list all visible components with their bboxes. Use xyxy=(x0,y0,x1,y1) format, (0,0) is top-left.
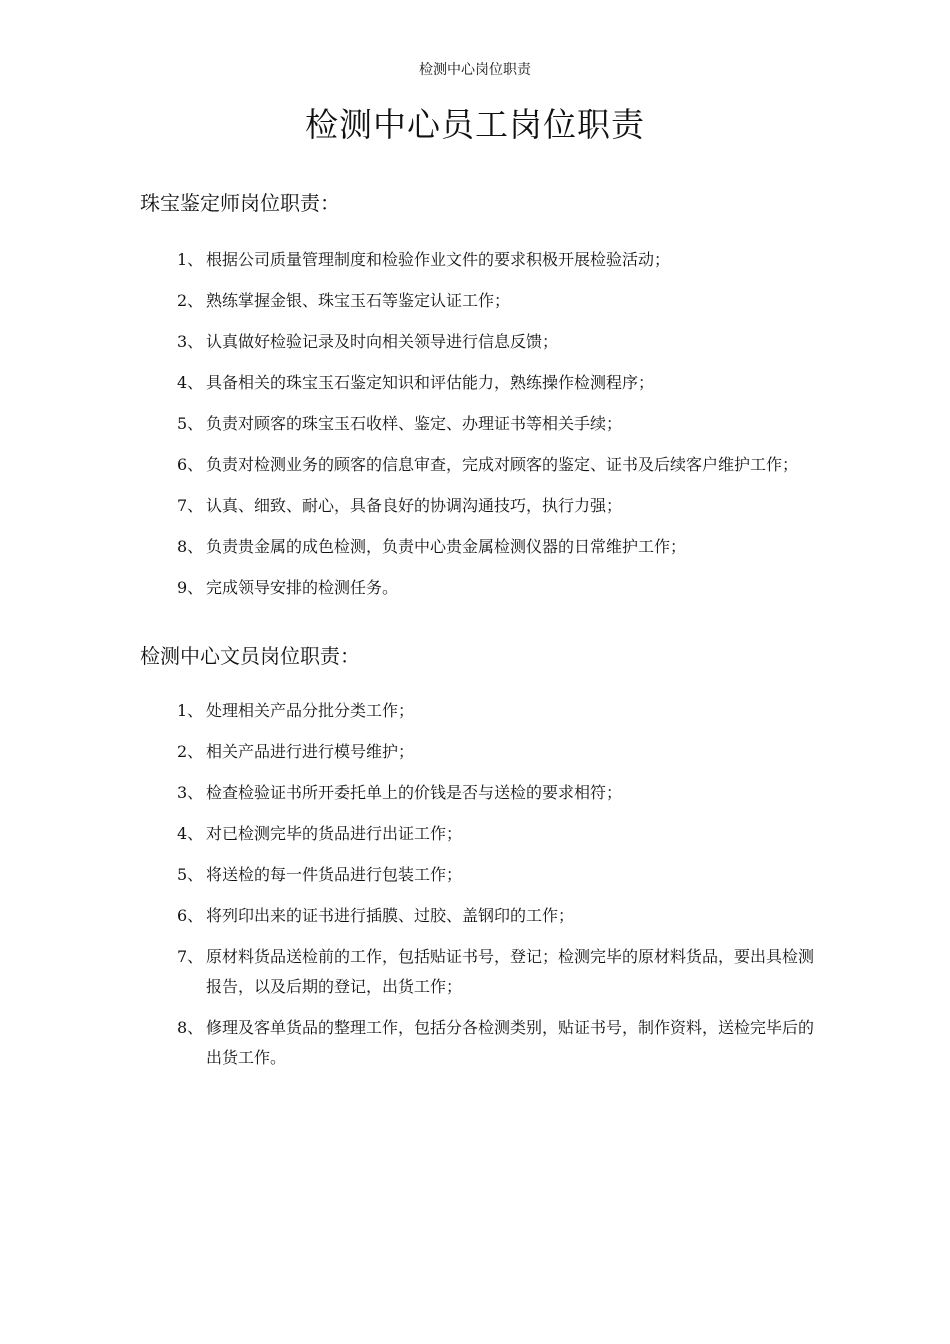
item-text: 将列印出来的证书进行插膜、过胶、盖钢印的工作； xyxy=(206,906,575,925)
list-item xyxy=(140,901,820,931)
list-item xyxy=(140,1013,820,1073)
list-item xyxy=(140,327,820,357)
duty-list xyxy=(140,696,820,1073)
list-item xyxy=(140,450,820,480)
item-number: 1、 xyxy=(177,701,204,720)
item-number: 5、 xyxy=(177,414,204,433)
item-text: 负责对检测业务的顾客的信息审查，完成对顾客的鉴定、证书及后续客户维护工作； xyxy=(206,455,799,474)
list-item xyxy=(140,573,820,603)
section-heading: 珠宝鉴定师岗位职责： xyxy=(140,191,340,215)
item-number: 7、 xyxy=(177,496,204,515)
page-title: 检测中心员工岗位职责 xyxy=(305,105,645,144)
list-item xyxy=(140,860,820,890)
item-text: 对已检测完毕的货品进行出证工作； xyxy=(206,824,463,843)
list-item xyxy=(140,532,820,562)
item-text: 熟练掌握金银、珠宝玉石等鉴定认证工作； xyxy=(206,291,511,310)
item-number: 6、 xyxy=(177,455,204,474)
item-number: 7、 xyxy=(177,947,204,966)
section-jewelry-appraiser xyxy=(140,188,820,614)
list-item xyxy=(140,696,820,726)
list-item xyxy=(140,491,820,521)
item-number: 5、 xyxy=(177,865,204,884)
list-item xyxy=(140,942,820,1002)
duty-list xyxy=(140,245,820,603)
item-number: 6、 xyxy=(177,906,204,925)
item-number: 3、 xyxy=(177,332,204,351)
list-item xyxy=(140,778,820,808)
item-number: 8、 xyxy=(177,1018,204,1037)
running-header: 检测中心岗位职责 xyxy=(419,62,531,78)
item-number: 2、 xyxy=(177,291,204,310)
item-number: 3、 xyxy=(177,783,204,802)
section-clerk xyxy=(140,641,820,1084)
item-text: 负责对顾客的珠宝玉石收样、鉴定、办理证书等相关手续； xyxy=(206,414,623,433)
list-item xyxy=(140,286,820,316)
item-text: 处理相关产品分批分类工作； xyxy=(206,701,415,720)
list-item xyxy=(140,368,820,398)
item-text: 将送检的每一件货品进行包装工作； xyxy=(206,865,463,884)
item-text: 检查检验证书所开委托单上的价钱是否与送检的要求相符； xyxy=(206,783,623,802)
item-text: 认真做好检验记录及时向相关领导进行信息反馈； xyxy=(206,332,559,351)
item-text: 完成领导安排的检测任务。 xyxy=(206,578,399,597)
item-text: 认真、细致、耐心，具备良好的协调沟通技巧，执行力强； xyxy=(206,496,623,515)
item-text: 修理及客单货品的整理工作，包括分各检测类别，贴证书号，制作资料，送检完毕后的出货工作。 xyxy=(206,1018,815,1067)
list-item xyxy=(140,245,820,275)
item-number: 4、 xyxy=(177,373,204,392)
list-item xyxy=(140,819,820,849)
section-heading: 检测中心文员岗位职责： xyxy=(140,644,360,668)
item-number: 9、 xyxy=(177,578,204,597)
item-text: 根据公司质量管理制度和检验作业文件的要求积极开展检验活动； xyxy=(206,250,671,269)
item-number: 1、 xyxy=(177,250,204,269)
item-text: 相关产品进行进行模号维护； xyxy=(206,742,415,761)
item-number: 8、 xyxy=(177,537,204,556)
item-text: 负责贵金属的成色检测，负责中心贵金属检测仪器的日常维护工作； xyxy=(206,537,687,556)
item-text: 具备相关的珠宝玉石鉴定知识和评估能力，熟练操作检测程序； xyxy=(206,373,655,392)
item-number: 2、 xyxy=(177,742,204,761)
list-item xyxy=(140,737,820,767)
item-number: 4、 xyxy=(177,824,204,843)
list-item xyxy=(140,409,820,439)
item-text: 原材料货品送检前的工作，包括贴证书号，登记；检测完毕的原材料货品，要出具检测报告，以及后期的登记，出货工作； xyxy=(206,947,815,996)
